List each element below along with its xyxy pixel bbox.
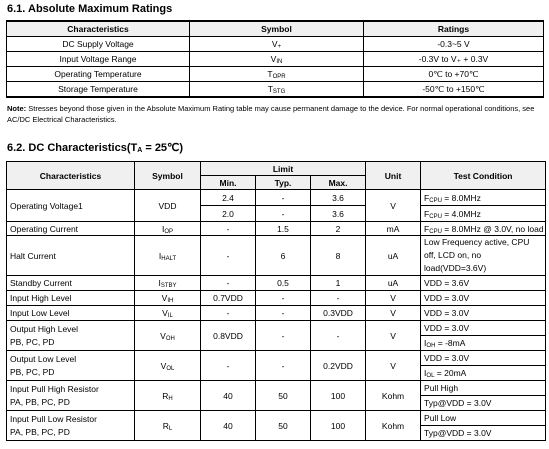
dc-cond: Pull High xyxy=(421,381,546,396)
dc-symbol: $I_{HALT}$ xyxy=(135,236,201,276)
abs-char: Operating Temperature xyxy=(7,67,190,82)
dc-char: Input Pull High Resistor PA, PB, PC, PD xyxy=(7,381,135,411)
dc-max: 0.3VDD xyxy=(311,306,366,321)
dc-cond: VDD = 3.6V xyxy=(421,276,546,291)
dc-min: 0.8VDD xyxy=(201,321,256,351)
dc-header-char: Characteristics xyxy=(7,162,135,190)
dc-min: 2.0 xyxy=(201,206,256,222)
dc-cond: VDD = 3.0V xyxy=(421,306,546,321)
dc-characteristics-table xyxy=(6,161,546,441)
dc-typ: - xyxy=(256,291,311,306)
table-row xyxy=(7,67,544,82)
dc-typ: - xyxy=(256,306,311,321)
dc-section-title: 6.2. DC $Characteristics(T_A$ = 25℃) xyxy=(7,142,184,154)
abs-symbol: $V_{IN}$ xyxy=(190,52,364,67)
dc-max: 0.2VDD xyxy=(311,351,366,381)
dc-char: Standby Current xyxy=(7,276,135,291)
table-row xyxy=(7,52,544,67)
dc-char: Input High Level xyxy=(7,291,135,306)
dc-header-cond: Test Condition xyxy=(421,162,546,190)
dc-max: 2 xyxy=(311,222,366,236)
dc-cond: $F_{CPU} = 8.0MHz$ @ 3.0V, no load xyxy=(421,222,546,236)
table-row xyxy=(7,222,546,236)
dc-cond-2: $I_{OH} = -8mA$ xyxy=(421,336,546,351)
dc-unit: V xyxy=(366,190,421,222)
dc-char: Output Low Level PB, PC, PD xyxy=(7,351,135,381)
dc-cond: VDD = 3.0V xyxy=(421,351,546,366)
dc-symbol: $I_{OP}$ xyxy=(135,222,201,236)
dc-typ: 50 xyxy=(256,411,311,441)
dc-max: 3.6 xyxy=(311,190,366,206)
dc-char: Input Pull Low Resistor PA, PB, PC, PD xyxy=(7,411,135,441)
dc-max: - xyxy=(311,291,366,306)
dc-symbol: $V_{IH}$ xyxy=(135,291,201,306)
dc-min: 40 xyxy=(201,411,256,441)
table-row xyxy=(7,351,546,366)
dc-min: 2.4 xyxy=(201,190,256,206)
dc-min: - xyxy=(201,222,256,236)
dc-cond: VDD = 3.0V xyxy=(421,321,546,336)
dc-header-symbol: Symbol xyxy=(135,162,201,190)
dc-header-min: Min. xyxy=(201,176,256,190)
dc-unit: uA xyxy=(366,276,421,291)
dc-char: Operating Voltage1 xyxy=(7,190,135,222)
table-row xyxy=(7,411,546,426)
dc-typ: 1.5 xyxy=(256,222,311,236)
abs-char: Storage Temperature xyxy=(7,82,190,98)
dc-symbol: $V_{IL}$ xyxy=(135,306,201,321)
dc-unit: Kohm xyxy=(366,381,421,411)
dc-header-row-1 xyxy=(7,162,546,176)
table-row xyxy=(7,276,546,291)
dc-unit: uA xyxy=(366,236,421,276)
dc-min: - xyxy=(201,351,256,381)
abs-header-row xyxy=(7,21,544,37)
dc-unit: mA xyxy=(366,222,421,236)
dc-cond: VDD = 3.0V xyxy=(421,291,546,306)
dc-unit: V xyxy=(366,351,421,381)
dc-header-typ: Typ. xyxy=(256,176,311,190)
dc-cond: $F_{CPU} = 8.0MHz$ xyxy=(421,190,546,206)
abs-rating: -0.3V to V₊ + 0.3V xyxy=(364,52,544,67)
abs-rating: -0.3~5 V xyxy=(364,37,544,52)
dc-cond-2: $I_{OL} = 20mA$ xyxy=(421,366,546,381)
dc-symbol: $R_H$ xyxy=(135,381,201,411)
dc-min: - xyxy=(201,276,256,291)
table-row xyxy=(7,306,546,321)
dc-header-limit: Limit xyxy=(201,162,366,176)
dc-header-max: Max. xyxy=(311,176,366,190)
dc-typ: 6 xyxy=(256,236,311,276)
dc-typ: - xyxy=(256,190,311,206)
abs-symbol: $V_+$ xyxy=(190,37,364,52)
abs-char: Input Voltage Range xyxy=(7,52,190,67)
dc-typ: - xyxy=(256,351,311,381)
dc-max: 3.6 xyxy=(311,206,366,222)
note-label: Note: xyxy=(7,104,27,113)
dc-symbol: VDD xyxy=(135,190,201,222)
abs-section-title: 6.1. Absolute Maximum Ratings xyxy=(7,3,173,15)
abs-header-char: Characteristics xyxy=(7,21,190,37)
dc-cond: $F_{CPU} = 4.0MHz$ xyxy=(421,206,546,222)
dc-unit: V xyxy=(366,306,421,321)
dc-symbol: $V_{OH}$ xyxy=(135,321,201,351)
abs-char: DC Supply Voltage xyxy=(7,37,190,52)
dc-min: 40 xyxy=(201,381,256,411)
dc-cond-2: Typ@VDD = 3.0V xyxy=(421,426,546,441)
table-row xyxy=(7,236,546,276)
dc-char: Operating Current xyxy=(7,222,135,236)
abs-rating: 0℃ to +70℃ xyxy=(364,67,544,82)
abs-symbol: $T_{STG}$ xyxy=(190,82,364,98)
abs-header-symbol: Symbol xyxy=(190,21,364,37)
dc-symbol: $R_L$ xyxy=(135,411,201,441)
dc-unit: Kohm xyxy=(366,411,421,441)
dc-unit: V xyxy=(366,321,421,351)
table-row xyxy=(7,321,546,336)
dc-typ: 0.5 xyxy=(256,276,311,291)
table-row xyxy=(7,37,544,52)
table-row xyxy=(7,381,546,396)
dc-typ: - xyxy=(256,321,311,351)
dc-symbol: $V_{OL}$ xyxy=(135,351,201,381)
table-row xyxy=(7,291,546,306)
dc-max: 1 xyxy=(311,276,366,291)
dc-symbol: $I_{STBY}$ xyxy=(135,276,201,291)
dc-max: 100 xyxy=(311,381,366,411)
abs-max-ratings-table xyxy=(6,20,544,98)
dc-typ: - xyxy=(256,206,311,222)
dc-header-unit: Unit xyxy=(366,162,421,190)
dc-cond: Pull Low xyxy=(421,411,546,426)
dc-min: - xyxy=(201,236,256,276)
dc-unit: V xyxy=(366,291,421,306)
dc-typ: 50 xyxy=(256,381,311,411)
dc-max: 8 xyxy=(311,236,366,276)
dc-min: 0.7VDD xyxy=(201,291,256,306)
dc-max: 100 xyxy=(311,411,366,441)
dc-cond-2: Typ@VDD = 3.0V xyxy=(421,396,546,411)
dc-cond: Low Frequency active, CPU off, LCD on, no load(VDD=3.6V) xyxy=(421,236,546,276)
dc-char: Input Low Level xyxy=(7,306,135,321)
table-row xyxy=(7,190,546,206)
dc-char: Output High Level PB, PC, PD xyxy=(7,321,135,351)
dc-char: Halt Current xyxy=(7,236,135,276)
table-row xyxy=(7,82,544,98)
dc-min: - xyxy=(201,306,256,321)
dc-max: - xyxy=(311,321,366,351)
abs-header-ratings: Ratings xyxy=(364,21,544,37)
abs-rating: -50℃ to +150℃ xyxy=(364,82,544,98)
note-text: Stresses beyond those given in the Absolute Maximum Rating table may cause permanent damage to the device. For normal operational conditions, see AC/DC Electrical Characteristics. xyxy=(7,104,535,124)
abs-symbol: $T_{OPR}$ xyxy=(190,67,364,82)
abs-note xyxy=(7,103,547,125)
